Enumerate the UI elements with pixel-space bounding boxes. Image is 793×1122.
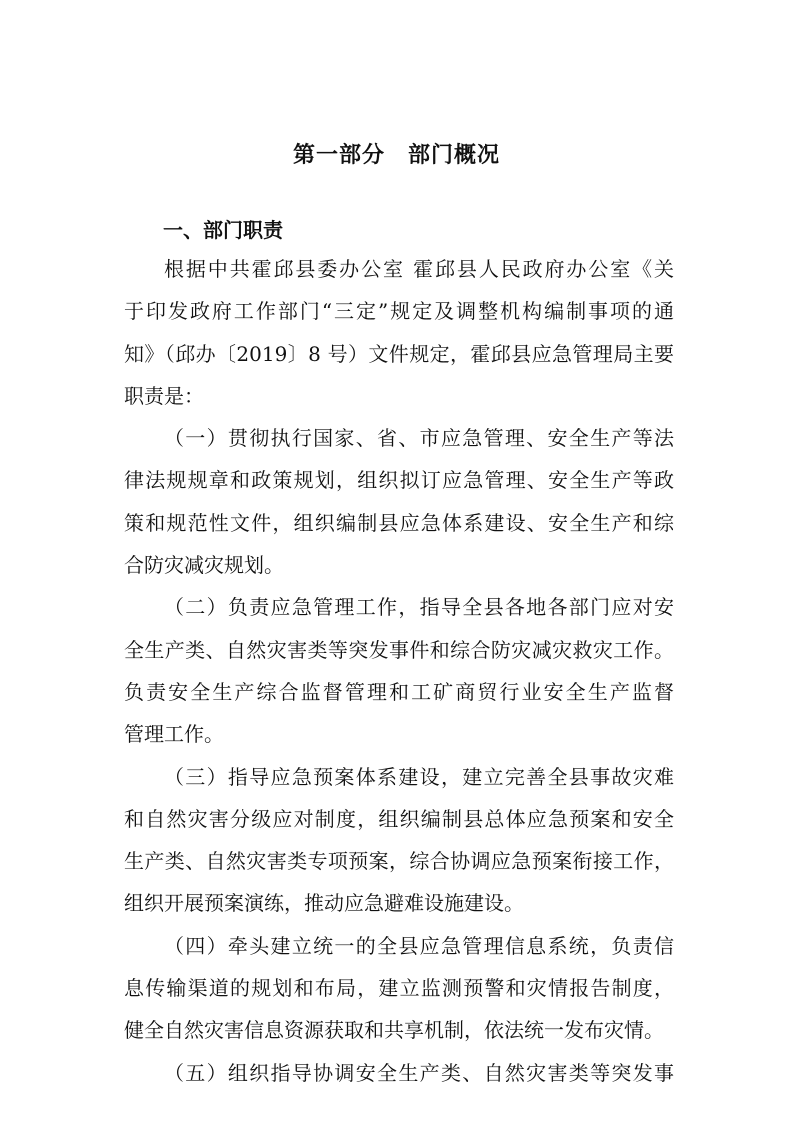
text-line: （五）组织指导协调安全生产类、自然灾害类等突发事 — [164, 1060, 674, 1085]
text-line: （一）贯彻执行国家、省、市应急管理、安全生产等法 — [164, 426, 674, 451]
document-body — [124, 253, 674, 1099]
text-line: 健全自然灾害信息资源获取和共享机制，依法统一发布灾情。 — [124, 1018, 664, 1043]
text-line: （四）牵头建立统一的全县应急管理信息系统，负责信 — [164, 933, 674, 958]
text-line: 策和规范性文件，组织编制县应急体系建设、安全生产和综 — [124, 510, 674, 535]
text-line: （三）指导应急预案体系建设，建立完善全县事故灾难 — [164, 764, 674, 789]
text-line: 全生产类、自然灾害类等突发事件和综合防灾减灾救灾工作。 — [124, 637, 674, 662]
text-line: 息传输渠道的规划和布局，建立监测预警和灾情报告制度， — [124, 976, 674, 1001]
part-title: 第一部分 部门概况 — [292, 143, 500, 168]
text-line: 负责安全生产综合监督管理和工矿商贸行业安全生产监督 — [124, 679, 674, 704]
text-line: 生产类、自然灾害类专项预案，综合协调应急预案衔接工作， — [124, 849, 674, 874]
text-line: 和自然灾害分级应对制度，组织编制县总体应急预案和安全 — [124, 806, 674, 831]
text-line: 管理工作。 — [124, 722, 224, 747]
text-line: 组织开展预案演练，推动应急避难设施建设。 — [124, 891, 524, 916]
text-line: 根据中共霍邱县委办公室 霍邱县人民政府办公室《关 — [164, 257, 674, 281]
text-line: 于印发政府工作部门“三定”规定及调整机构编制事项的通 — [124, 299, 674, 324]
text-line: 职责是： — [124, 383, 204, 408]
section-heading: 一、部门职责 — [163, 218, 283, 242]
text-line: 合防灾减灾规划。 — [124, 553, 284, 578]
text-line: 律法规规章和政策规划，组织拟订应急管理、安全生产等政 — [124, 468, 674, 493]
text-line: 知》（邱办〔2019〕8 号）文件规定，霍邱县应急管理局主要 — [124, 341, 674, 366]
text-line: （二）负责应急管理工作，指导全县各地各部门应对安 — [164, 595, 674, 620]
